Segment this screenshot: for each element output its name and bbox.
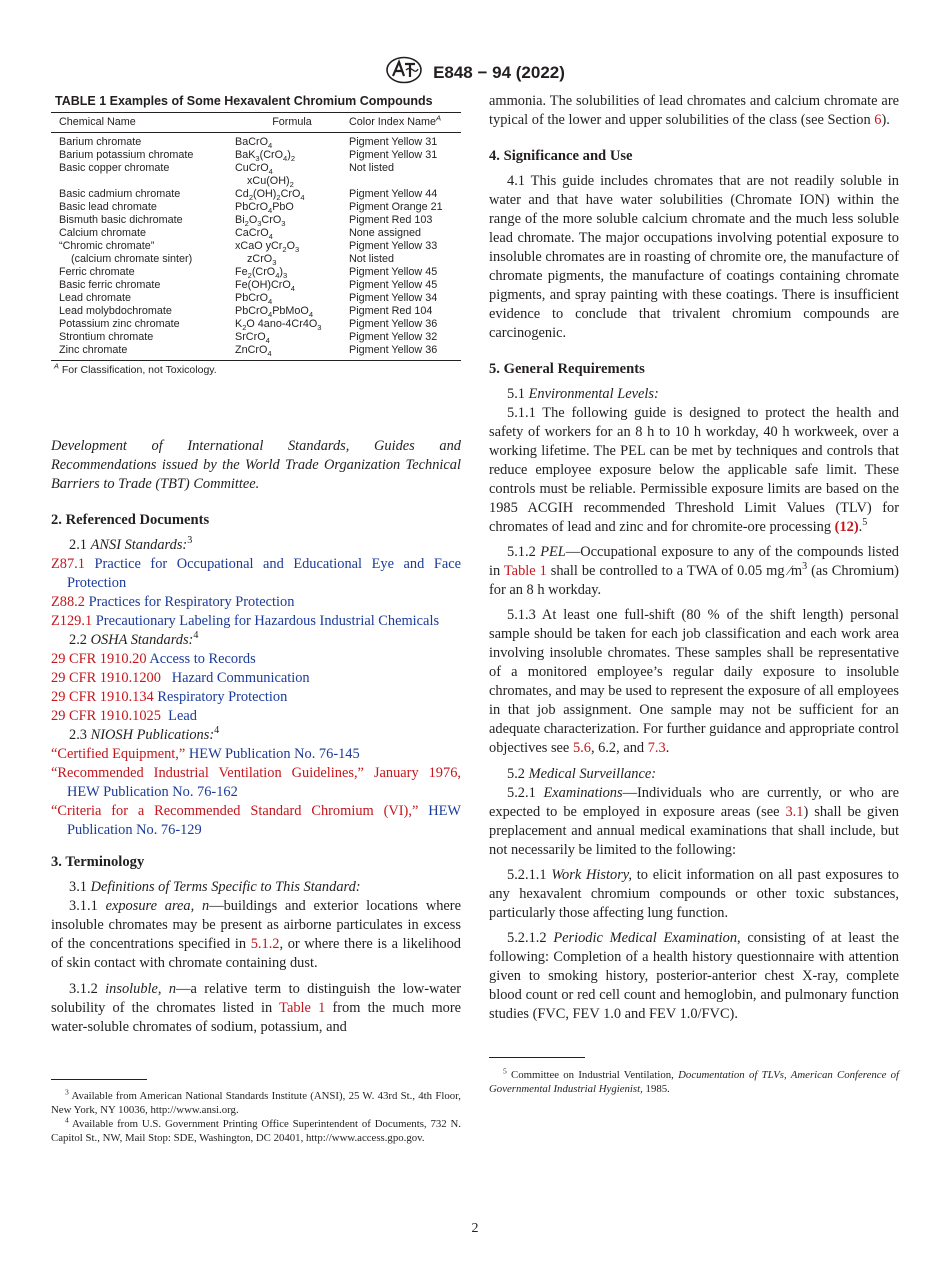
niosh-ref-chromium-criteria[interactable]: “Criteria for a Recommended Standard Chromium (VI),” HEW Publication No. 76-129 [51, 803, 461, 838]
section-2-3: 2.3 NIOSH Publications:$^4$ [69, 725, 220, 743]
link-7-3[interactable]: 7.3 [647, 740, 666, 756]
footnote-5: $^5$ Committee on Industrial Ventilation, Documentation of TLVs, American Conference of Governmental Industrial Hygienist, 1985. [489, 1066, 900, 1095]
table-row: Lead molybdochromate PbCrO$_4$PbMoO$_4$ Pigment Red 104 [59, 305, 433, 320]
col-header-chemical-name: Chemical Name [51, 113, 235, 133]
section-3-1-2: 3.1.2 insoluble, n—a relative term to distinguish the low-water solubility of the chromates listed in Table 1 from the much more water-soluble chromates of sodium, potassium, and [51, 981, 462, 1035]
astm-logo-icon [385, 56, 423, 89]
section-4-1: 4.1 This guide includes chromates that are not readily soluble in water and that have water solubilities (Chromate ION) within the range of the more soluble calcium chromate and the much less soluble lead chromate. The major occupations involving potential exposure to insoluble chromates are in roasting of chromite ore, the manufacture of chromate pigments, the manufacture of coatings containing chromate pigments, and spray painting with these coatings. There is insufficient evidence to conclude that trivalent chromium compounds are carcinogenic. [489, 173, 899, 341]
ansi-ref-z129[interactable]: Z129.1 Precautionary Labeling for Hazardous Industrial Chemicals [51, 613, 440, 629]
left-column [51, 92, 461, 1145]
section-5-1-3: 5.1.3 At least one full-shift (80 % of the shift length) personal sample should be taken for each job classification and each work area involving insoluble chromates. These samples shall be representative of a monitored employee’s regular daily exposure to insoluble chromates, and may be used to represent the exposure of all employees in that job assignment. One sample may not be sufficient for an adequate characterization. For further guidance and appropriate control objectives see 5.6, 6.2, and 7.3. [489, 607, 899, 756]
section-3-1: 3.1 Definitions of Terms Specific to This Standard: [69, 879, 361, 895]
link-5-1-2[interactable]: 5.1.2 [250, 936, 280, 952]
link-5-6[interactable]: 5.6 [572, 740, 591, 756]
right-column [489, 92, 899, 1096]
section-5-2-1-1: 5.2.1.1 Work History, to elicit information on all past exposures to any hexavalent chromium compounds or other toxic substances, particularly those affecting lung function. [489, 867, 899, 921]
ansi-ref-z87[interactable]: Z87.1 Practice for Occupational and Educational Eye and Face Protection [51, 556, 461, 591]
section-3-continuation: ammonia. The solubilities of lead chromates and calcium chromate are typical of the lower and upper solubilities of the class (see Section 6). [489, 93, 899, 128]
section-5-2-1-2: 5.2.1.2 Periodic Medical Examination, consisting of at least the following: Completion of a health history questionnaire with attention given to smoking history, posterior-anterior chest X-ray, complete blood count or red cell count and hemoglobin, and pulmonary function studies (FVC, FEV 1.0 and FEV 1.0/FVC). [489, 930, 899, 1022]
footnote-rule [51, 1079, 147, 1080]
osha-ref-1910-1200[interactable]: 29 CFR 1910.1200 Hazard Communication [51, 670, 310, 686]
osha-ref-1910-134[interactable]: 29 CFR 1910.134 Respiratory Protection [51, 689, 288, 705]
page-number: 2 [471, 1221, 479, 1236]
ref-12-link[interactable]: (12) [834, 519, 859, 535]
footnote-4: $^4$ Available from U.S. Government Printing Office Superintendent of Documents, 732 N. Capitol St., NW, Mail Stop: SDE, Washington, DC 20401, http://www.access.gpo.gov. [51, 1115, 461, 1144]
table-row: Bismuth basic dichromate $Bi_2O_3CrO_3$ Pigment Red 103 [59, 214, 433, 229]
section-3-1-1: 3.1.1 exposure area, n—buildings and exterior locations where insoluble chromates may be present as airborne particulates in excess of the concentrations specified in 5.1.2, or where there is a likelihood of skin contact with chromate containing dust. [51, 898, 461, 971]
table-row: Basic ferric chromate Fe(OH)CrO$_4$ Pigment Yellow 45 [59, 279, 438, 294]
wto-statement: Development of International Standards, Guides and Recommendations issued by the World Trade Organization Technical Barriers to Trade (TBT) Committee. [51, 438, 461, 492]
section-5-2-1: 5.2.1 Examinations—Individuals who are currently, or who are expected to be employed in exposure areas (see 3.1) shall be given preplacement and annual medical examinations that shall include, but not necessarily be limited to the following: [489, 785, 899, 858]
table-row: Zinc chromate ZnCrO$_4$ Pigment Yellow 36 [51, 344, 461, 361]
page-header [0, 56, 950, 89]
table-row: Basic copper chromate CuCrO$_4$ $xCu(OH)_2$ Not listed [59, 162, 395, 190]
table-row: “Chromic chromate” xCaO $yCr_2O_3$ Pigment Yellow 33 [59, 240, 438, 255]
section-5-1: 5.1 Environmental Levels: [507, 386, 659, 402]
section-2-1: 2.1 ANSI Standards:$^3$ [69, 535, 193, 553]
section-2-heading: 2. Referenced Documents [51, 512, 210, 528]
footnote-rule [489, 1057, 585, 1058]
link-table-1[interactable]: Table 1 [279, 1000, 326, 1016]
chromium-compounds-table [51, 112, 461, 361]
table-row: Lead chromate PbCrO$_4$ Pigment Yellow 34 [59, 292, 438, 307]
table-title: TABLE 1 Examples of Some Hexavalent Chromium Compounds [55, 94, 433, 108]
osha-ref-1910-1025[interactable]: 29 CFR 1910.1025 Lead [51, 708, 197, 724]
ansi-ref-z88[interactable]: Z88.2 Practices for Respiratory Protection [51, 594, 295, 610]
niosh-ref-ventilation[interactable]: “Recommended Industrial Ventilation Guidelines,” January 1976, HEW Publication No. 76-162 [51, 765, 461, 800]
osha-ref-1910-20[interactable]: 29 CFR 1910.20 Access to Records [51, 651, 256, 667]
section-4-heading: 4. Significance and Use [489, 148, 633, 164]
section-5-2: 5.2 Medical Surveillance: [507, 766, 657, 782]
table-row: Basic lead chromate PbCrO$_4$PbO Pigment Orange 21 [59, 201, 443, 216]
table-row: Basic cadmium chromate $Cd_2(OH)_2CrO_4$ Pigment Yellow 44 [59, 188, 438, 203]
link-3-1[interactable]: 3.1 [785, 804, 804, 820]
section-2-2: 2.2 OSHA Standards:$^4$ [69, 630, 199, 648]
col-header-formula: Formula [235, 113, 349, 133]
section-5-1-2: 5.1.2 PEL—Occupational exposure to any of the compounds listed in Table 1 shall be controlled to a TWA of 0.05 mg $⁄m^3$ (as Chromium) for an 8 h workday. [489, 544, 899, 598]
table-row: Calcium chromate CaCrO$_4$ None assigned [59, 227, 422, 242]
section-5-heading: 5. General Requirements [489, 361, 645, 377]
footnote-3: $^3$ Available from American National Standards Institute (ANSI), 25 W. 43rd St., 4th Floor, New York, NY 10036, http://www.ansi.org. [51, 1087, 462, 1116]
table-footnote: $^A$ For Classification, not Toxicology. [54, 361, 217, 376]
table-row: Ferric chromate $Fe_2(CrO_4)_3$ Pigment Yellow 45 [59, 266, 438, 281]
section-5-1-1: 5.1.1 The following guide is designed to protect the health and safety of workers for an 8 h to 10 h workday, 40 h workweek, over a working lifetime. The PEL can be met by techniques and controls that reduce employee exposure below the applicable safe limit. These controls must be reliable. Permissible exposure limits are based on the 1985 ACGIH recommended Threshold Limit Values (TLV) for chromates of lead and zinc and for chromite-ore processing (12).$^5$ [489, 405, 899, 535]
niosh-ref-certified-equipment[interactable]: “Certified Equipment,” HEW Publication No. 76-145 [51, 746, 360, 762]
col-header-color-index: Color Index Name$^A$ [349, 113, 461, 133]
table-row: Potassium zinc chromate $K_2O$ $4ano-4Cr4O_3$ Pigment Yellow 36 [59, 318, 438, 333]
section-3-heading: 3. Terminology [51, 854, 145, 870]
link-section-6[interactable]: 6 [874, 112, 882, 128]
table-row: Barium chromate BaCrO$_4$ Pigment Yellow 31 [59, 136, 438, 151]
table-row: Strontium chromate SrCrO$_4$ Pigment Yellow 32 [59, 331, 438, 346]
table-row: Barium potassium chromate $BaK_3(CrO_4)_2$ Pigment Yellow 31 [59, 149, 438, 164]
designation: E848 − 94 (2022) [433, 62, 565, 82]
table-row: (calcium chromate sinter) zCrO$_3$ Not listed [71, 253, 395, 268]
link-table-1[interactable]: Table 1 [503, 563, 547, 579]
